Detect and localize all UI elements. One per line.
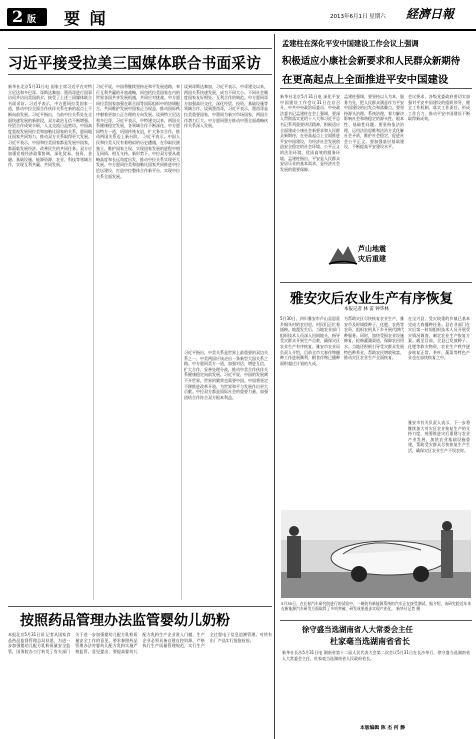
column-divider-main: [274, 34, 275, 739]
yaan-body-col3: 在宝兴县，受灾较重的乡镇已基本完成大春播种任务。县农业部门在灾后第一时间组织技术人员开展受灾情况调查，制定农业生产恢复方案。截至目前，全县已发放种子、化肥等救灾物资，农业生产秩序逐步恢复正常，茶叶、蔬菜等特色产业也在加快恢复之中。: [408, 316, 470, 361]
header-rule: [0, 29, 476, 31]
lower-section-rule: [8, 606, 272, 607]
photo-caption: 5月30日，在长春汽车研究院进行的试验中，一辆装有新能源系统的汽车正在接受测试。据介绍，该研究院近年来在新能源汽车研发方面取得了多项突破，研发成果逐步实现产业化。 新华社记者 摄: [281, 601, 471, 612]
news-photo: [281, 510, 471, 598]
right-top-body-col1: 新华社北京5月31日电 深化平安中国建设工作会议31日在京召开。中共中央政治局委员、中央政法委书记孟建柱在会上强调，要深入贯彻落实党的十八大和习近平总书记系列重要讲话精神，积极适应全面建成小康社会新要求和人民群众新期待，在更高起点上全面推进平安中国建设，为经济社会发展创造安全稳定的社会环境、公平正义的法治环境、优质高效的服务环境。孟建柱指出，平安是人民群众安居乐业的基本需求，是经济社会发展的重要保障。: [280, 94, 340, 172]
right-top-headline-1: 积极适应小康社会新要求和人民群众新期待: [282, 56, 461, 67]
reconstruction-logo: [328, 240, 416, 270]
page-header: [0, 0, 476, 30]
milk-powder-body: 本报北京5月31日讯 记者从国家食品药品监督管理总局获悉，为进一步加强婴幼儿配方乳粉质量安全监管，国务院办公厅转发了有关部门关于进一步加强婴幼儿配方乳粉质量安全工作的意见，要求参照药品管理办法对婴幼儿配方乳粉实施严格监管。意见提出，要提高婴幼儿配方乳粉生产企业准入门槛，生产企业必须具备自建自控奶源，严格执行生产质量管理规范，实行生产全过程电子信息追溯管理，对所有出厂产品实行批批检验。: [8, 632, 272, 654]
page-number-badge: [7, 8, 47, 26]
photo-graphic: [281, 510, 471, 598]
right-top-kicker: 孟建柱在深化平安中国建设工作会议上强调: [282, 39, 419, 48]
yaan-headline: 雅安灾后农业生产有序恢复: [290, 291, 454, 307]
mountain-icon: [328, 242, 358, 266]
lead-body-col2: 习近平说，中国将继续坚持走和平发展道路，奉行互利共赢的开放战略，同包括拉美国家在内的世界各国共享发展机遇，共同应对挑战。中方愿同拉美国家加强在联合国等国际组织中的协调配合，共同维护发展中国家正当权益，推动国际秩序朝着更加公正合理的方向发展。谈到特立尼达和多巴哥，习近平表示，中特建交以来，两国关系健康稳定发展，各领域合作不断深化。中方愿同特方一道，巩固传统友谊，扩大务实合作，推动两国关系迈上新台阶。 习近平表示，中国人民和拉美人民有着相似的历史遭遇，在争取民族独立、维护国家主权、实现国家发展的进程中相互同情、相互支持。新形势下，中拉双方要从战略高度和长远角度出发，推动中拉关系实现更大发展。中方愿同拉美和加勒比国家共同推进中拉论坛建设，打造中拉整体合作新平台，实现中拉关系全面发展。: [96, 84, 180, 179]
right-top-title-rule: [280, 88, 472, 89]
lead-body-col3: 谈到哥斯达黎加，习近平表示，中哥建交以来，两国关系快速发展，成为不同大小、不同社会制度国家友好相处、互利合作的典范。中方愿同哥方加强高层交往，深化经贸、投资、基础设施等领域合作。谈到墨西哥，习近平表示，墨西哥是拉美重要国家，中墨同为新兴市场国家，两国合作潜力巨大。中方愿同墨方推动中墨全面战略伙伴关系深入发展。: [184, 84, 268, 129]
lead-body-col3b: 习近平指出，中美关系是世界上最重要的双边关系之一。中美两国应该走出一条新型大国关系之路。中方愿同美方一道，加强对话，增进互信，扩大合作，妥善处理分歧，推动中美合作伙伴关系健康稳定向前发展。习近平说，中国的发展离不开世界，世界的繁荣也需要中国。中国将坚定不移推进改革开放，为世界和平与发展作出更大贡献。中拉双方都是国际社会的重要力量，加强团结合作符合双方根本利益。: [184, 350, 268, 400]
yaan-body-col3b: 雅安市有关负责人表示，下一步将继续加大对灾区农业恢复生产的支持力度，统筹推进灾后重建与农业产业发展，加快农业基础设施重建，帮助受灾群众尽快恢复生产生活，确保灾区农业生产不误农时。: [408, 420, 470, 453]
lead-body-col1: 新华社北京5月31日电 国家主席习近平在对特立尼达和多巴哥、哥斯达黎加、墨西哥进行国事访问并访问美国前夕，接受了上述三国媒体联合书面采访。习近平表示，中方愿同拉美国家一道，推动中拉全面合作伙伴关系在新的起点上不断向前发展。习近平指出，当前中拉关系处在全面快速发展的新阶段，双方政治互信不断增强，经贸合作成果丰硕，人文交流日益密切。中国高度重视发展同拉美和加勒比国家的关系，愿同地区国家共同努力，推动双方关系取得更大发展。习近平表示，中国和拉美国家都是发展中国家，都面临发展经济、改善民生的共同任务。双方应加强宏观经济政策协调，深化贸易、投资、金融、基础设施、能源资源、农业、科技等领域合作，实现互利共赢、共同发展。: [8, 84, 92, 168]
yaan-rule-top: [280, 282, 472, 283]
page-editor-footer: 本版编辑 陈 杰 何 静: [360, 726, 406, 731]
yaan-body-col1: 5月30日，四川雅安市芦山县思延乡铜头村的农田里，村民们正忙着插秧。地震发生后，当地农业部门组织技术人员深入田间地头，指导受灾群众开展生产自救，确保灾区农业生产有序恢复。雅安市农业局负责人介绍，目前全市大春作物播种工作进展顺利，粮食作物已播种面积超过计划的九成。: [280, 316, 340, 366]
yaan-body-col2: 为帮助灾区尽快恢复农业生产，雅安市及时调拨种子、化肥、农药等农资，组织农机具下乡开展代耕代种服务。同时，加快受损农业设施修复，抢修灌溉渠道，保障农田用水。当地还积极引导受灾群众发展特色种养业，帮助农民增收致富，推动灾区农业生产全面恢复。: [344, 316, 404, 361]
logo-line-2: 灾后重建: [358, 255, 386, 263]
lead-title-rule-bottom: [8, 74, 272, 75]
right-top-headline-2: 在更高起点上全面推进平安中国建设: [282, 74, 449, 86]
issue-date: 2013年6月1日 星期六: [330, 14, 386, 20]
newspaper-logo: 経濟日報: [406, 7, 455, 21]
lead-headline: 习近平接受拉美三国媒体联合书面采访: [8, 55, 262, 72]
page-number: 2: [12, 7, 24, 26]
hunan-body: 新华社长沙5月31日电 湖南省第十二届人民代表大会第二次会议5月31日在长沙举行，徐守盛当选湖南省人大常委会主任，杜家毫当选湖南省人民政府省长。: [282, 650, 470, 661]
hunan-headline: 杜家毫当选湖南省省长: [330, 636, 410, 646]
lower-right-rule: [280, 620, 472, 621]
milk-powder-headline: 按照药品管理办法监管婴幼儿奶粉: [20, 613, 230, 629]
column-divider: [181, 84, 182, 600]
section-title: 要 闻: [64, 9, 108, 28]
column-divider: [93, 84, 94, 600]
right-top-body-col3: 会议要求，各级党委政府要切实加强对平安中国建设的组织领导，健全工作机制，落实工作责任，形成工作合力，推动平安中国建设不断取得新成效。: [408, 94, 470, 122]
page-number-label: 版: [27, 15, 37, 25]
hunan-kicker: 徐守盛当选湖南省人大常委会主任: [302, 625, 413, 634]
yaan-byline: 本报记者 林 雷 钟华林: [344, 307, 389, 312]
logo-line-1: 芦山地震: [358, 245, 386, 253]
right-top-body-col2: 孟建柱强调，要坚持以人为本、服务为先，把人民群众满意作为平安中国建设的出发点和落脚点。要坚持源头治理、系统治理，着力解决影响社会和谐稳定的源头性、根本性、基础性问题。要坚持依法治理，运用法治思维和法治方式化解社会矛盾，维护社会稳定，促进社会公平正义。要加强基层基础建设，不断提高平安建设水平。: [344, 94, 404, 150]
lead-title-rule-top: [8, 48, 272, 49]
